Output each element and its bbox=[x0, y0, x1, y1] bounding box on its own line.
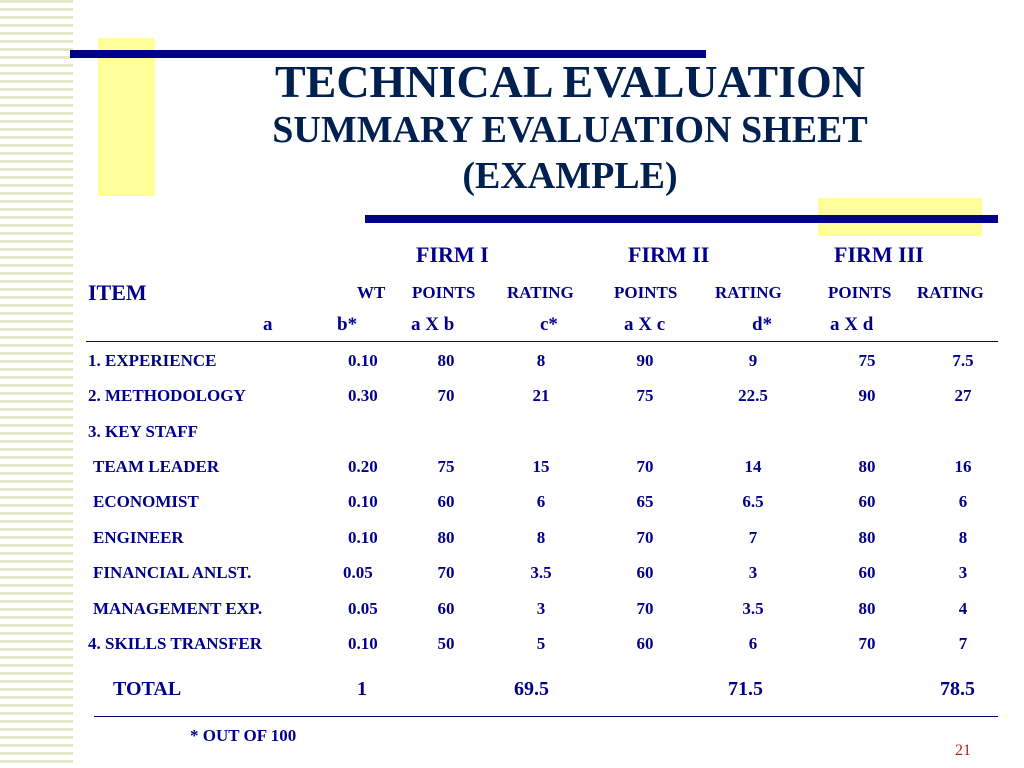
table-row bbox=[0, 528, 1024, 558]
firm-3-rating: 7.5 bbox=[952, 351, 974, 370]
firm-1-rating: 6 bbox=[536, 492, 546, 511]
item-header: ITEM bbox=[88, 280, 147, 305]
firm-1-points-header: POINTS bbox=[412, 283, 476, 302]
item-name: 2. METHODOLOGY bbox=[88, 386, 246, 405]
firm-3-points: 80 bbox=[858, 599, 876, 618]
table-row bbox=[0, 599, 1024, 629]
weight-value: 0.05 bbox=[348, 599, 378, 618]
table-row bbox=[0, 386, 1024, 416]
firm-1-points: 60 bbox=[437, 492, 455, 511]
firm-2-rating: 7 bbox=[748, 528, 758, 547]
total-firm-2: 71.5 bbox=[728, 678, 763, 700]
firm-3-rating: 3 bbox=[958, 563, 968, 582]
total-weight: 1 bbox=[357, 678, 367, 700]
firm-2-points: 65 bbox=[636, 492, 654, 511]
weight-value: 0.10 bbox=[348, 528, 378, 547]
firm-3-rating: 4 bbox=[958, 599, 968, 618]
firm-1-points: 70 bbox=[437, 563, 455, 582]
firm-1-rating: 5 bbox=[536, 634, 546, 653]
firm-2-points: 70 bbox=[636, 457, 654, 476]
col-b-label: b* bbox=[337, 314, 358, 335]
slide-subtitle-example: (EXAMPLE) bbox=[462, 155, 678, 197]
item-name: 3. KEY STAFF bbox=[88, 422, 199, 441]
firm-2-formula: a X c bbox=[624, 314, 666, 335]
item-name: ENGINEER bbox=[93, 528, 184, 547]
slide-subtitle: SUMMARY EVALUATION SHEET bbox=[272, 109, 868, 151]
firm-3-rating: 8 bbox=[958, 528, 968, 547]
firm-1-rating: 8 bbox=[536, 351, 546, 370]
table-row bbox=[0, 492, 1024, 522]
firm-1-points: 70 bbox=[437, 386, 455, 405]
firm-1-rating: 21 bbox=[532, 386, 550, 405]
firm-3-rating: 16 bbox=[954, 457, 972, 476]
firm-2-rating: 6.5 bbox=[742, 492, 764, 511]
table-row bbox=[0, 457, 1024, 487]
table-row bbox=[0, 422, 1024, 452]
firm-3-points-header: POINTS bbox=[828, 283, 892, 302]
firm-1-points: 80 bbox=[437, 528, 455, 547]
weight-value: 0.10 bbox=[348, 492, 378, 511]
slide-title: TECHNICAL EVALUATION bbox=[274, 56, 866, 107]
item-name: TEAM LEADER bbox=[93, 457, 220, 476]
wt-header: WT bbox=[357, 283, 386, 302]
firm-2-points: 60 bbox=[636, 634, 654, 653]
item-name: 4. SKILLS TRANSFER bbox=[88, 634, 262, 653]
weight-value: 0.20 bbox=[348, 457, 378, 476]
firm-2-points: 75 bbox=[636, 386, 654, 405]
total-label: TOTAL bbox=[113, 678, 182, 700]
firm-2-rating: 3 bbox=[748, 563, 758, 582]
item-name: MANAGEMENT EXP. bbox=[93, 599, 263, 618]
firm-3-rating: 7 bbox=[958, 634, 968, 653]
firm-1-points: 50 bbox=[437, 634, 455, 653]
firm-1-header: FIRM I bbox=[416, 242, 489, 267]
firm-2-points: 70 bbox=[636, 528, 654, 547]
col-c-label: c* bbox=[540, 314, 558, 335]
firm-3-rating-header: RATING bbox=[917, 283, 984, 302]
firm-1-points: 75 bbox=[437, 457, 455, 476]
firm-2-rating: 6 bbox=[748, 634, 758, 653]
firm-3-points: 60 bbox=[858, 492, 876, 511]
footer-divider bbox=[94, 716, 998, 717]
firm-2-header: FIRM II bbox=[628, 242, 710, 267]
firm-2-points: 90 bbox=[636, 351, 654, 370]
firm-3-points: 60 bbox=[858, 563, 876, 582]
firm-1-rating: 3.5 bbox=[530, 563, 552, 582]
firm-1-rating: 15 bbox=[532, 457, 550, 476]
firm-1-rating: 8 bbox=[536, 528, 546, 547]
firm-3-points: 70 bbox=[858, 634, 876, 653]
weight-value: 0.10 bbox=[348, 634, 378, 653]
firm-2-rating: 14 bbox=[744, 457, 762, 476]
firm-3-formula: a X d bbox=[830, 314, 874, 335]
firm-3-points: 80 bbox=[858, 528, 876, 547]
item-name: 1. EXPERIENCE bbox=[88, 351, 217, 370]
item-name: ECONOMIST bbox=[93, 492, 199, 511]
title-rule-bottom bbox=[365, 215, 998, 223]
table-row bbox=[0, 634, 1024, 664]
total-firm-3: 78.5 bbox=[940, 678, 975, 700]
header-divider bbox=[86, 341, 998, 342]
item-name: FINANCIAL ANLST. bbox=[93, 563, 252, 582]
firm-1-rating-header: RATING bbox=[507, 283, 574, 302]
table-row bbox=[0, 563, 1024, 593]
firm-1-formula: a X b bbox=[411, 314, 455, 335]
firm-3-rating: 6 bbox=[958, 492, 968, 511]
firm-1-rating: 3 bbox=[536, 599, 546, 618]
firm-3-points: 90 bbox=[858, 386, 876, 405]
firm-3-points: 75 bbox=[858, 351, 876, 370]
firm-1-points: 80 bbox=[437, 351, 455, 370]
weight-value: 0.10 bbox=[348, 351, 378, 370]
firm-2-points: 70 bbox=[636, 599, 654, 618]
weight-value: 0.05 bbox=[343, 563, 373, 582]
firm-2-rating-header: RATING bbox=[715, 283, 782, 302]
firm-3-rating: 27 bbox=[954, 386, 972, 405]
page-number: 21 bbox=[955, 742, 971, 759]
firm-2-rating: 22.5 bbox=[738, 386, 768, 405]
firm-2-points: 60 bbox=[636, 563, 654, 582]
firm-3-header: FIRM III bbox=[834, 242, 924, 267]
table-row bbox=[0, 351, 1024, 381]
col-d-label: d* bbox=[752, 314, 773, 335]
firm-2-rating: 9 bbox=[748, 351, 758, 370]
col-a-label: a bbox=[263, 314, 273, 335]
total-firm-1: 69.5 bbox=[514, 678, 549, 700]
firm-1-points: 60 bbox=[437, 599, 455, 618]
weight-value: 0.30 bbox=[348, 386, 378, 405]
firm-2-rating: 3.5 bbox=[742, 599, 764, 618]
firm-3-points: 80 bbox=[858, 457, 876, 476]
firm-2-points-header: POINTS bbox=[614, 283, 678, 302]
footnote: * OUT OF 100 bbox=[190, 726, 297, 745]
